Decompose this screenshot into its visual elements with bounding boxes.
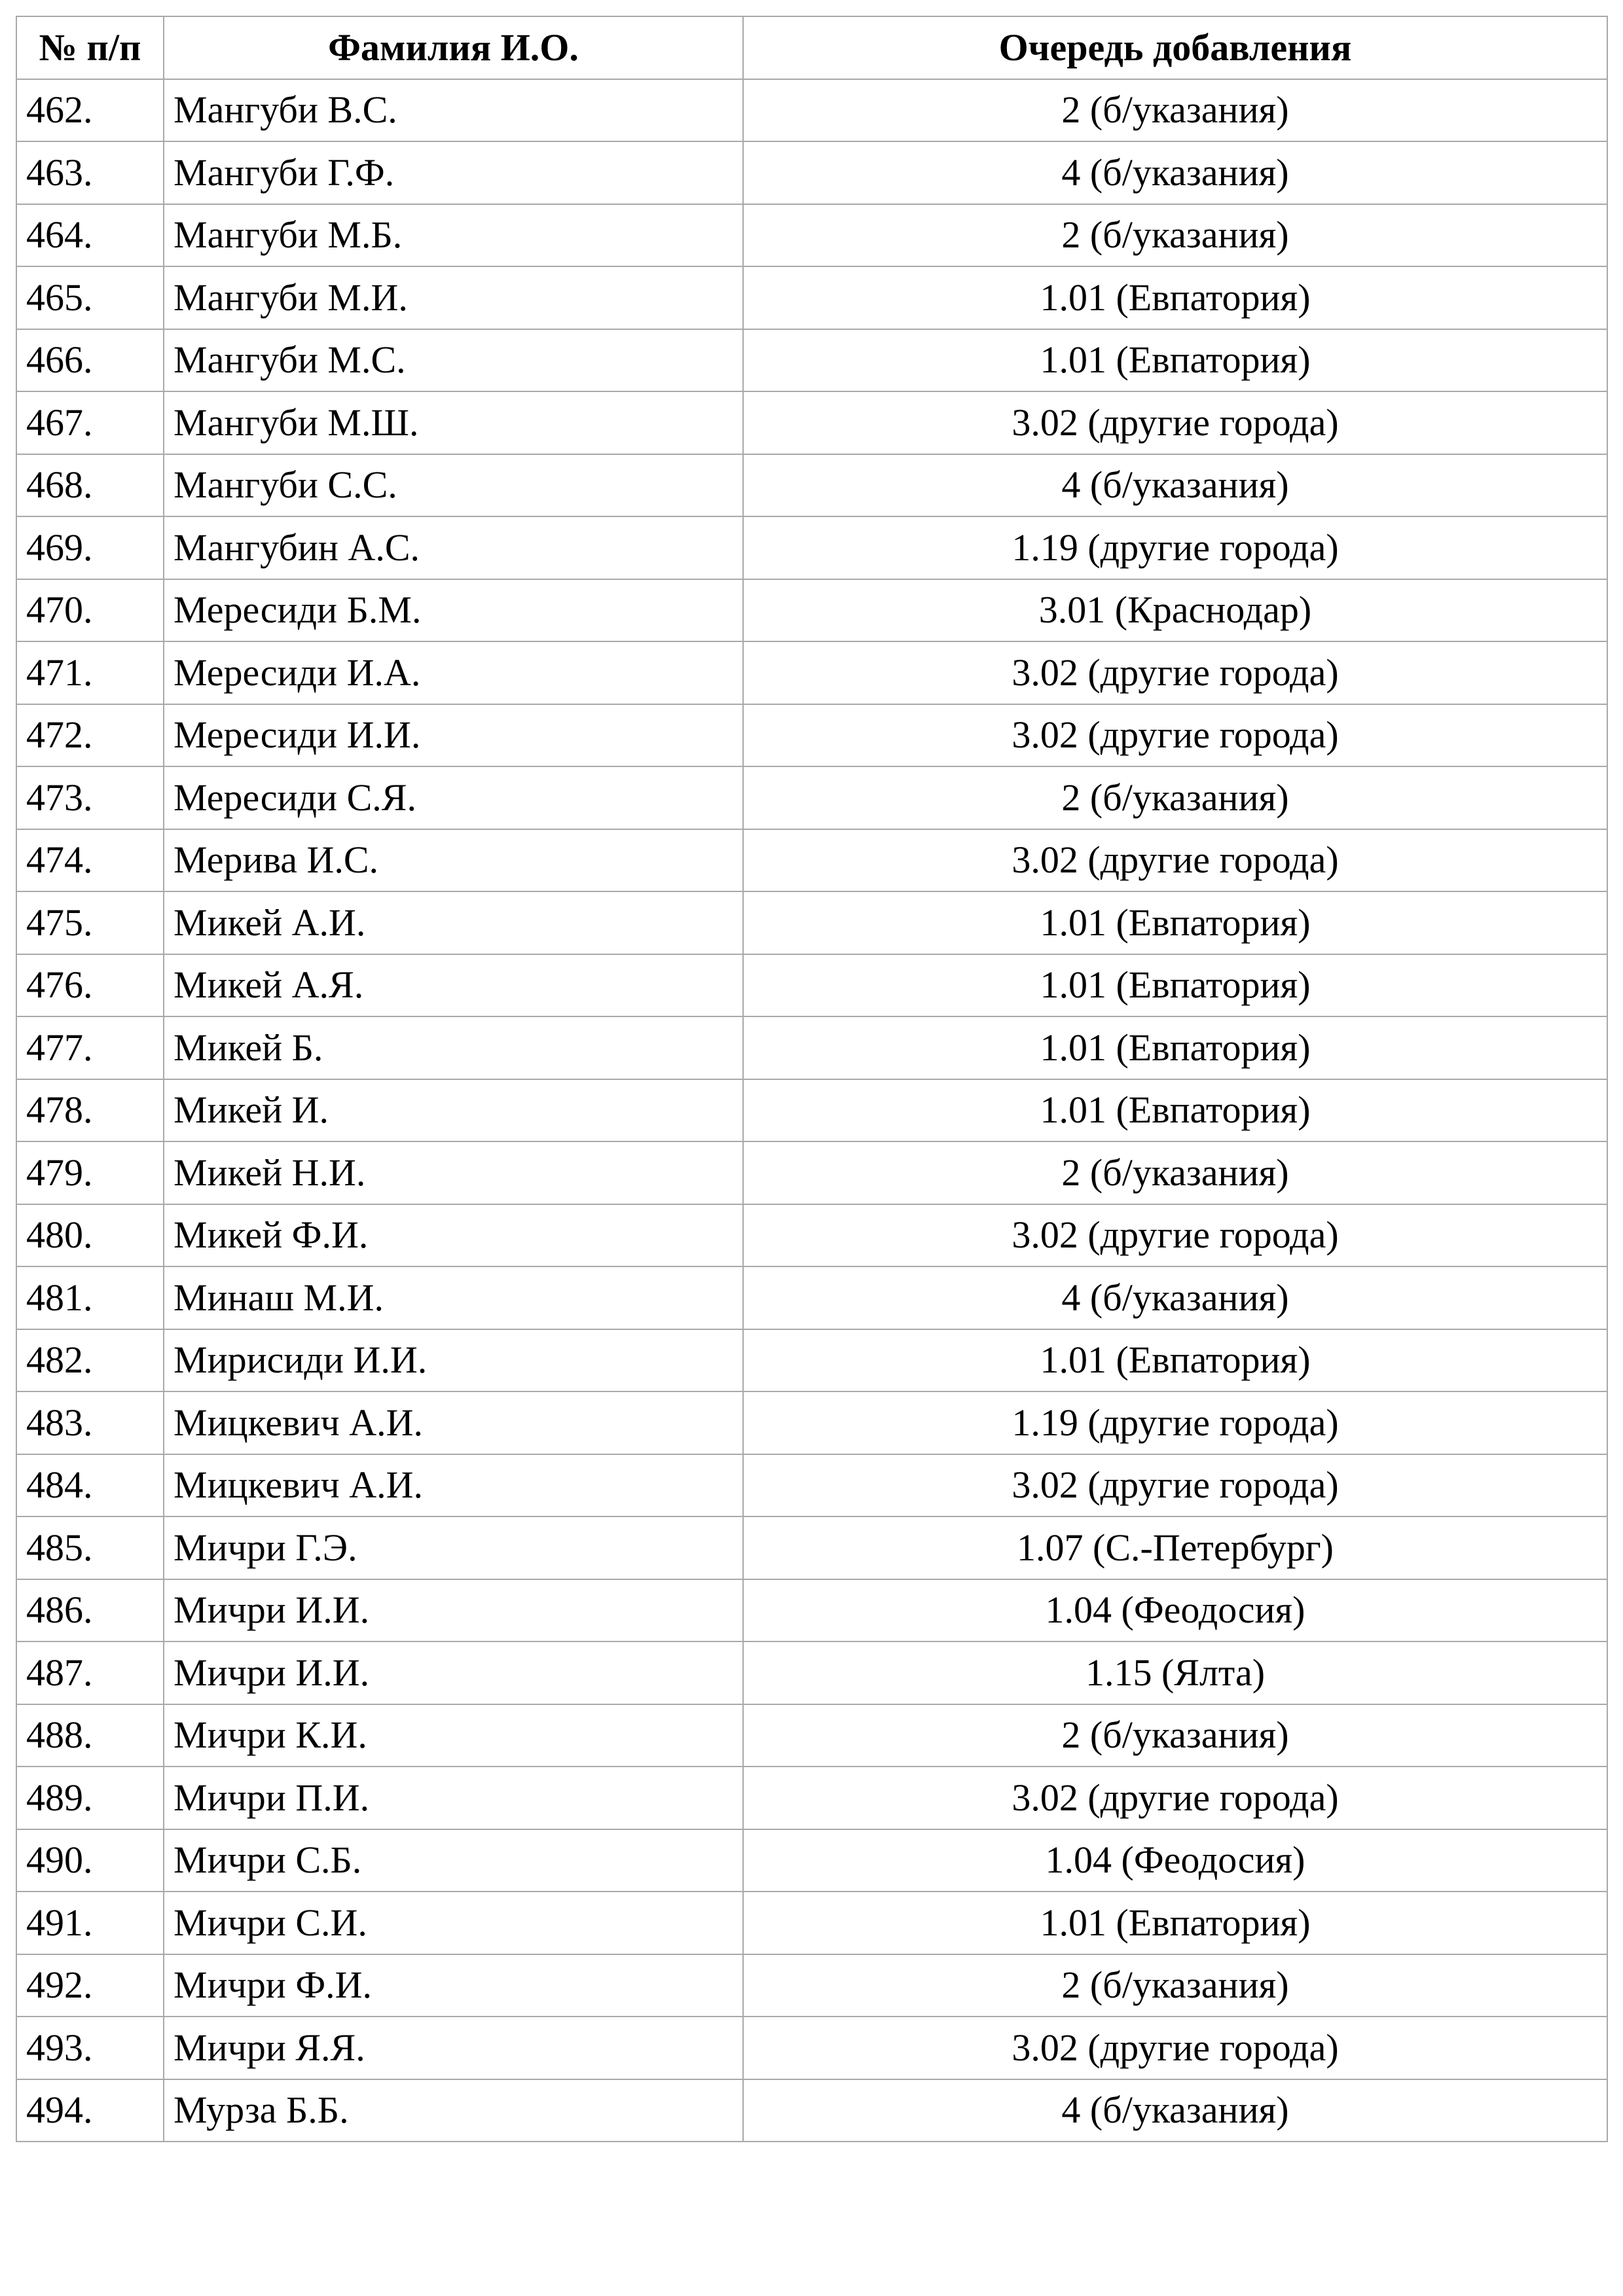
- table-row: [16, 829, 1607, 892]
- row-name-cell: Микей А.И.: [164, 891, 743, 954]
- row-number-cell: 471.: [16, 641, 164, 704]
- row-name-cell: Мицкевич А.И.: [164, 1454, 743, 1517]
- row-number-cell: 467.: [16, 391, 164, 454]
- row-number-cell: 482.: [16, 1329, 164, 1392]
- row-number-cell: 492.: [16, 1954, 164, 2017]
- table-row: [16, 1954, 1607, 2017]
- row-name-cell: Мичри Я.Я.: [164, 2017, 743, 2079]
- row-number-cell: 462.: [16, 79, 164, 142]
- row-queue-cell: 1.19 (другие города): [743, 1391, 1607, 1454]
- row-queue-cell: 1.04 (Феодосия): [743, 1829, 1607, 1892]
- row-queue-cell: 1.19 (другие города): [743, 516, 1607, 579]
- table-row: [16, 1141, 1607, 1204]
- table-row: [16, 141, 1607, 204]
- table-body: [16, 79, 1607, 2142]
- row-name-cell: Мангуби М.И.: [164, 266, 743, 329]
- row-queue-cell: 1.07 (С.-Петербург): [743, 1516, 1607, 1579]
- table-row: [16, 1329, 1607, 1392]
- row-name-cell: Мересиди И.А.: [164, 641, 743, 704]
- row-name-cell: Мангуби М.Б.: [164, 204, 743, 267]
- table-row: [16, 266, 1607, 329]
- row-queue-cell: 1.01 (Евпатория): [743, 1016, 1607, 1079]
- header-name: Фамилия И.О.: [164, 16, 743, 79]
- row-number-cell: 470.: [16, 579, 164, 642]
- row-name-cell: Мичри С.Б.: [164, 1829, 743, 1892]
- row-number-cell: 468.: [16, 454, 164, 517]
- table-row: [16, 2017, 1607, 2079]
- row-number-cell: 491.: [16, 1892, 164, 1954]
- header-queue: Очередь добавления: [743, 16, 1607, 79]
- table-row: [16, 704, 1607, 767]
- table-row: [16, 1204, 1607, 1267]
- row-number-cell: 472.: [16, 704, 164, 767]
- row-queue-cell: 4 (б/указания): [743, 141, 1607, 204]
- row-number-cell: 484.: [16, 1454, 164, 1517]
- table-row: [16, 1266, 1607, 1329]
- row-queue-cell: 3.02 (другие города): [743, 1204, 1607, 1267]
- table-row: [16, 641, 1607, 704]
- header-row: [16, 16, 1607, 79]
- row-name-cell: Мангуби М.Ш.: [164, 391, 743, 454]
- row-name-cell: Мичри Ф.И.: [164, 1954, 743, 2017]
- table-row: [16, 79, 1607, 142]
- table-row: [16, 766, 1607, 829]
- row-queue-cell: 3.02 (другие города): [743, 1767, 1607, 1829]
- row-queue-cell: 3.02 (другие города): [743, 641, 1607, 704]
- table-row: [16, 1391, 1607, 1454]
- row-number-cell: 477.: [16, 1016, 164, 1079]
- row-number-cell: 485.: [16, 1516, 164, 1579]
- table-row: [16, 954, 1607, 1017]
- row-number-cell: 493.: [16, 2017, 164, 2079]
- row-queue-cell: 3.01 (Краснодар): [743, 579, 1607, 642]
- row-queue-cell: 1.01 (Евпатория): [743, 1892, 1607, 1954]
- row-name-cell: Мангуби М.С.: [164, 329, 743, 392]
- row-name-cell: Мичри П.И.: [164, 1767, 743, 1829]
- row-number-cell: 473.: [16, 766, 164, 829]
- row-queue-cell: 1.01 (Евпатория): [743, 1329, 1607, 1392]
- row-name-cell: Мичри С.И.: [164, 1892, 743, 1954]
- row-number-cell: 478.: [16, 1079, 164, 1142]
- table-row: [16, 1454, 1607, 1517]
- row-queue-cell: 3.02 (другие города): [743, 704, 1607, 767]
- document-page: [16, 16, 1607, 2142]
- header-number: № п/п: [16, 16, 164, 79]
- row-queue-cell: 2 (б/указания): [743, 1141, 1607, 1204]
- table-row: [16, 329, 1607, 392]
- row-number-cell: 463.: [16, 141, 164, 204]
- row-number-cell: 489.: [16, 1767, 164, 1829]
- row-name-cell: Мичри И.И.: [164, 1641, 743, 1704]
- row-number-cell: 479.: [16, 1141, 164, 1204]
- row-number-cell: 475.: [16, 891, 164, 954]
- row-queue-cell: 1.01 (Евпатория): [743, 1079, 1607, 1142]
- row-queue-cell: 1.01 (Евпатория): [743, 266, 1607, 329]
- row-queue-cell: 3.02 (другие города): [743, 1454, 1607, 1517]
- table-row: [16, 1016, 1607, 1079]
- row-number-cell: 483.: [16, 1391, 164, 1454]
- row-queue-cell: 1.01 (Евпатория): [743, 329, 1607, 392]
- row-number-cell: 480.: [16, 1204, 164, 1267]
- row-name-cell: Мичри Г.Э.: [164, 1516, 743, 1579]
- row-number-cell: 466.: [16, 329, 164, 392]
- table-row: [16, 1892, 1607, 1954]
- row-number-cell: 465.: [16, 266, 164, 329]
- row-queue-cell: 4 (б/указания): [743, 1266, 1607, 1329]
- table-row: [16, 1516, 1607, 1579]
- row-name-cell: Мересиди Б.М.: [164, 579, 743, 642]
- table-row: [16, 1641, 1607, 1704]
- table-row: [16, 391, 1607, 454]
- row-number-cell: 490.: [16, 1829, 164, 1892]
- table-header: [16, 16, 1607, 79]
- row-queue-cell: 1.01 (Евпатория): [743, 954, 1607, 1017]
- table-row: [16, 1079, 1607, 1142]
- row-name-cell: Минаш М.И.: [164, 1266, 743, 1329]
- row-queue-cell: 3.02 (другие города): [743, 2017, 1607, 2079]
- row-queue-cell: 2 (б/указания): [743, 204, 1607, 267]
- row-name-cell: Мурза Б.Б.: [164, 2079, 743, 2142]
- row-number-cell: 476.: [16, 954, 164, 1017]
- row-name-cell: Мицкевич А.И.: [164, 1391, 743, 1454]
- row-number-cell: 481.: [16, 1266, 164, 1329]
- row-queue-cell: 2 (б/указания): [743, 79, 1607, 142]
- registry-table: [16, 16, 1608, 2142]
- row-queue-cell: 3.02 (другие города): [743, 829, 1607, 892]
- row-queue-cell: 2 (б/указания): [743, 1704, 1607, 1767]
- row-name-cell: Микей А.Я.: [164, 954, 743, 1017]
- table-row: [16, 454, 1607, 517]
- table-row: [16, 1579, 1607, 1642]
- row-name-cell: Мичри К.И.: [164, 1704, 743, 1767]
- row-name-cell: Мангуби Г.Ф.: [164, 141, 743, 204]
- row-queue-cell: 4 (б/указания): [743, 2079, 1607, 2142]
- row-name-cell: Мересиди И.И.: [164, 704, 743, 767]
- row-name-cell: Мирисиди И.И.: [164, 1329, 743, 1392]
- table-row: [16, 516, 1607, 579]
- row-name-cell: Мангубин А.С.: [164, 516, 743, 579]
- row-name-cell: Мичри И.И.: [164, 1579, 743, 1642]
- row-name-cell: Микей Ф.И.: [164, 1204, 743, 1267]
- table-row: [16, 891, 1607, 954]
- table-row: [16, 1829, 1607, 1892]
- row-number-cell: 488.: [16, 1704, 164, 1767]
- row-name-cell: Мерива И.С.: [164, 829, 743, 892]
- row-number-cell: 469.: [16, 516, 164, 579]
- row-queue-cell: 4 (б/указания): [743, 454, 1607, 517]
- table-row: [16, 204, 1607, 267]
- row-name-cell: Микей Н.И.: [164, 1141, 743, 1204]
- row-name-cell: Мангуби С.С.: [164, 454, 743, 517]
- row-number-cell: 494.: [16, 2079, 164, 2142]
- row-name-cell: Мересиди С.Я.: [164, 766, 743, 829]
- row-number-cell: 464.: [16, 204, 164, 267]
- table-row: [16, 1767, 1607, 1829]
- row-number-cell: 487.: [16, 1641, 164, 1704]
- row-queue-cell: 2 (б/указания): [743, 766, 1607, 829]
- row-queue-cell: 1.15 (Ялта): [743, 1641, 1607, 1704]
- row-queue-cell: 1.01 (Евпатория): [743, 891, 1607, 954]
- row-queue-cell: 1.04 (Феодосия): [743, 1579, 1607, 1642]
- table-row: [16, 2079, 1607, 2142]
- row-queue-cell: 2 (б/указания): [743, 1954, 1607, 2017]
- table-row: [16, 1704, 1607, 1767]
- row-number-cell: 486.: [16, 1579, 164, 1642]
- row-queue-cell: 3.02 (другие города): [743, 391, 1607, 454]
- row-name-cell: Микей Б.: [164, 1016, 743, 1079]
- row-number-cell: 474.: [16, 829, 164, 892]
- table-row: [16, 579, 1607, 642]
- row-name-cell: Микей И.: [164, 1079, 743, 1142]
- row-name-cell: Мангуби В.С.: [164, 79, 743, 142]
